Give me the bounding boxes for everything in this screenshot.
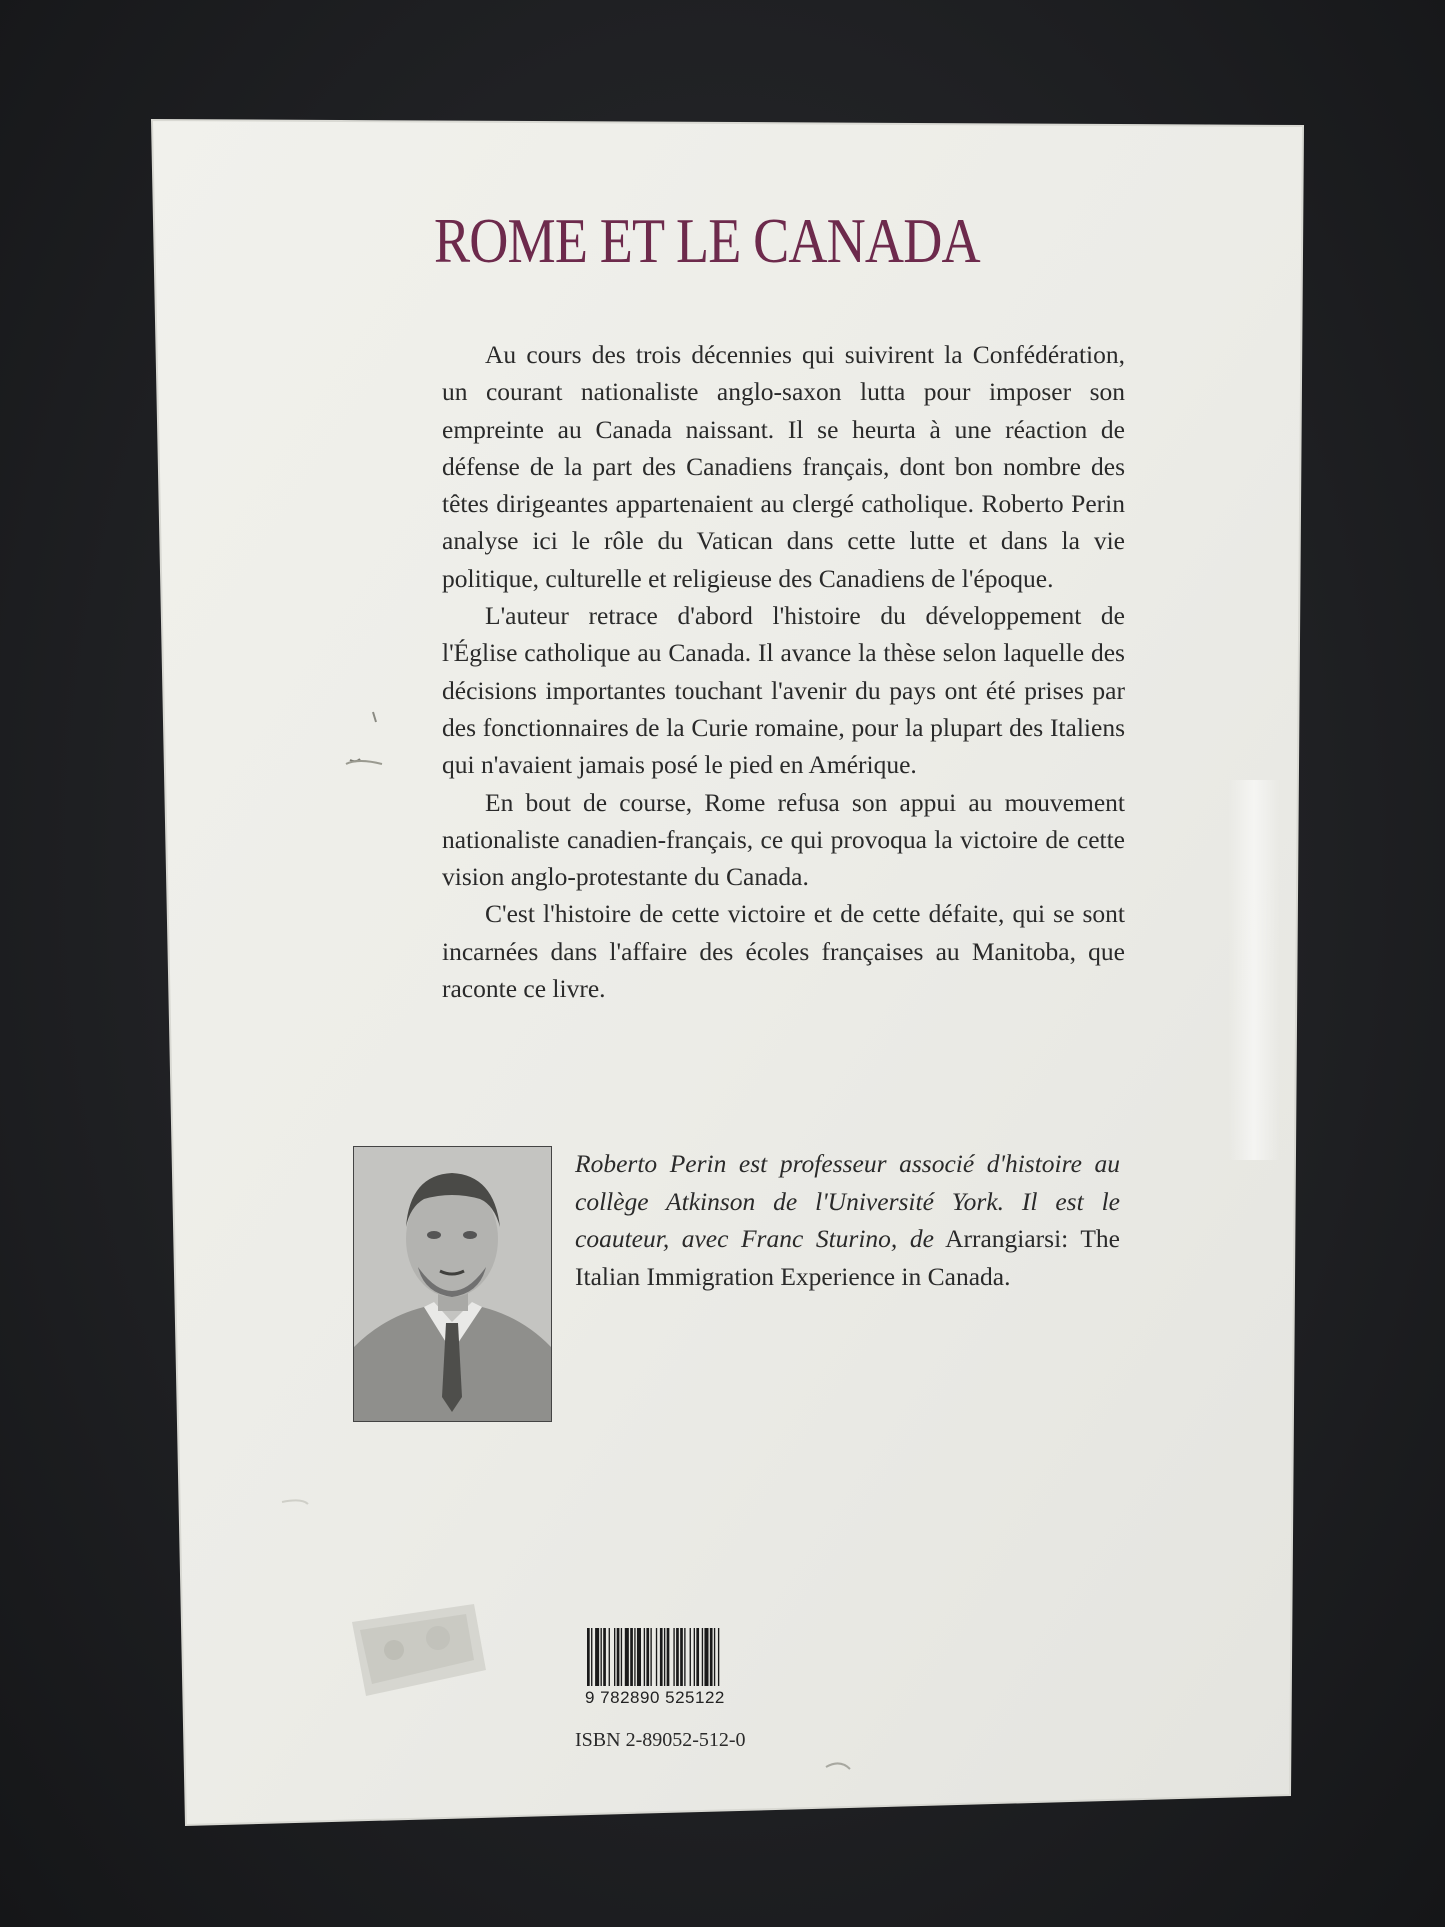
barcode-bar bbox=[634, 1628, 635, 1686]
barcode-bar bbox=[673, 1628, 674, 1686]
barcode-bar bbox=[609, 1628, 610, 1686]
barcode-bar bbox=[630, 1628, 633, 1686]
blurb-paragraph: C'est l'histoire de cette victoire et de cette défaite, qui se sont incarnées dans l'affaire des écoles françaises au Manitoba, que raconte ce livre. bbox=[442, 899, 1125, 1004]
barcode-bar bbox=[664, 1628, 665, 1686]
barcode-bar bbox=[702, 1628, 703, 1686]
barcode-bar bbox=[621, 1628, 622, 1686]
book-title: ROME ET LE CANADA bbox=[434, 206, 980, 276]
barcode-bar bbox=[660, 1628, 663, 1686]
barcode-bar bbox=[637, 1628, 641, 1686]
sticker-residue bbox=[346, 1600, 492, 1700]
author-bio-italic: Roberto Perin est professeur associé d'histoire au collège Atkinson de l'Université York. Il est le coauteur, avec Franc Sturino, de bbox=[575, 1149, 1120, 1253]
barcode-bar bbox=[704, 1628, 708, 1686]
author-bio-roman: Arrangiarsi: The Italian Immigration Experience in Canada. bbox=[575, 1224, 1120, 1291]
barcode bbox=[585, 1628, 770, 1708]
barcode-bar bbox=[690, 1628, 691, 1686]
barcode-bar bbox=[650, 1628, 651, 1686]
barcode-bar bbox=[646, 1628, 649, 1686]
author-photo bbox=[353, 1146, 552, 1422]
blurb-paragraph: Au cours des trois décennies qui suivirent la Confédération, un courant nationaliste anglo-saxon lutta pour imposer son empreinte au Canada naissant. Il se heurta à une réaction de défense de la part des Canadiens français, dont bon nombre des têtes dirigeantes appartenaient au clergé catholique. Roberto Perin analyse ici le rôle du Vatican dans cette lutte et dans la vie politique, culturelle et religieuse des Canadiens de l'époque. bbox=[442, 340, 1125, 593]
barcode-bar bbox=[603, 1628, 606, 1686]
barcode-bar bbox=[591, 1628, 592, 1686]
barcode-number: 9 782890 525122 bbox=[585, 1688, 725, 1707]
barcode-icon bbox=[585, 1628, 770, 1686]
barcode-bar bbox=[656, 1628, 657, 1686]
barcode-bar bbox=[696, 1628, 699, 1686]
barcode-bar bbox=[676, 1628, 679, 1686]
barcode-bar bbox=[625, 1628, 629, 1686]
barcode-bar bbox=[617, 1628, 620, 1686]
blurb-text bbox=[442, 336, 1125, 1007]
blurb-paragraph: L'auteur retrace d'abord l'histoire du développement de l'Église catholique au Canada. Il avance la thèse selon laquelle des décisions importantes touchant l'avenir du pays ont été prises par des fonctionnaires de la Curie romaine, pour la plupart des Italiens qui n'avaient jamais posé le pied en Amérique. bbox=[442, 601, 1125, 780]
barcode-bar bbox=[714, 1628, 715, 1686]
author-bio bbox=[575, 1145, 1120, 1295]
barcode-bar bbox=[694, 1628, 695, 1686]
barcode-bar bbox=[644, 1628, 645, 1686]
isbn-text: ISBN 2-89052-512-0 bbox=[575, 1729, 746, 1751]
barcode-bar bbox=[614, 1628, 615, 1686]
barcode-bar bbox=[680, 1628, 683, 1686]
barcode-bar bbox=[718, 1628, 719, 1686]
barcode-bar bbox=[710, 1628, 713, 1686]
barcode-bar bbox=[587, 1628, 590, 1686]
blurb-paragraph: En bout de course, Rome refusa son appui au mouvement nationaliste canadien-français, ce qui provoqua la victoire de cette vision anglo-protestante du Canada. bbox=[442, 787, 1125, 892]
barcode-bar bbox=[601, 1628, 602, 1686]
barcode-bar bbox=[684, 1628, 685, 1686]
barcode-bar bbox=[667, 1628, 670, 1686]
author-portrait-icon bbox=[354, 1147, 551, 1421]
barcode-bar bbox=[595, 1628, 599, 1686]
